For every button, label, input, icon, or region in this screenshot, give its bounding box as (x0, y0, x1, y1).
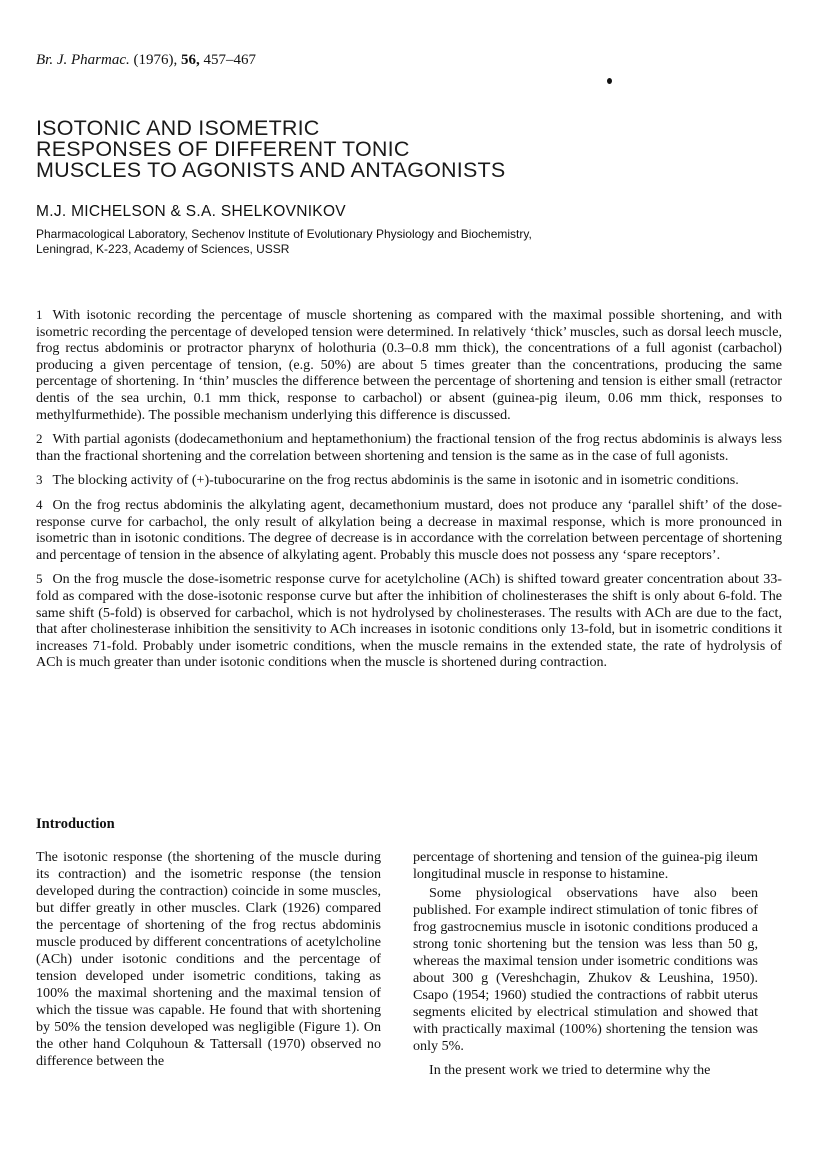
paragraph-number: 2 (36, 431, 43, 447)
abstract-paragraph (36, 431, 782, 464)
journal-volume: 56, (181, 52, 200, 68)
title-line: ISOTONIC AND ISOMETRIC (36, 116, 320, 140)
body-paragraph: The isotonic response (the shortening of the muscle during its contraction) and the isometric response (the tension developed during the contraction) coincide in some muscles, but differ greatly in other muscles. Clark (1926) compared the percentage of shortening of the frog rectus abdominis muscle produced by different concentrations of acetylcholine (ACh) under isotonic conditions and the percentage of tension developed under isometric conditions, taking as 100% the maximal shortening and the maximal tension of which the tissue was capable. He found that with shortening by 50% the tension developed was negligible (Figure 1). On the other hand Colquhoun & Tattersall (1970) observed no difference between the (36, 849, 381, 1069)
paragraph-text: The blocking activity of (+)-tubocurarine on the frog rectus abdominis is the same in isotonic and in isometric conditions. (52, 472, 739, 489)
journal-name: Br. J. Pharmac. (36, 52, 130, 68)
section-heading-introduction: Introduction (36, 816, 115, 832)
article-title (36, 118, 736, 181)
body-paragraph: Some physiological observations have also been published. For example indirect stimulation of tonic fibres of frog gastrocnemius muscle in isotonic conditions produced a strong tonic shortening but the tension was less than 50 g, whereas the maximal tension under isometric conditions was about 300 g (Vereshchagin, Zhukov & Leushina, 1950). Csapo (1954; 1960) studied the contractions of rabbit uterus segments elicited by electrical stimulation and showed that with practically maximal (100%) shortening the tension was only 5%. (413, 885, 758, 1054)
body-column-left (36, 849, 381, 1070)
body-paragraph: percentage of shortening and tension of the guinea-pig ileum longitudinal muscle in response to histamine. (413, 849, 758, 882)
affiliation (36, 227, 636, 257)
journal-pages: 457–467 (203, 52, 256, 68)
paragraph-text: On the frog muscle the dose-isometric response curve for acetylcholine (ACh) is shifted toward greater concentration about 33-fold as compared with the dose-isotonic response curve but after the inhibition of cholinesterases the shift is only about 6-fold. The same shift (5-fold) is observed for carbachol, which is not hydrolysed by cholinesterases. The results with ACh are due to the fact, that after cholinesterase inhibition the sensitivity to ACh increases in isotonic conditions only 13-fold, but in isometric conditions it increases 71-fold. Probably under isometric conditions, when the muscle remains in the extended state, the rate of hydrolysis of ACh is much greater than under isotonic conditions when the muscle is shortened during contraction. (36, 571, 782, 671)
paragraph-number: 1 (36, 307, 43, 322)
abstract (36, 307, 782, 679)
paragraph-number: 5 (36, 571, 43, 587)
authors: M.J. MICHELSON & S.A. SHELKOVNIKOV (36, 203, 346, 220)
paragraph-number: 3 (36, 472, 43, 488)
abstract-paragraph (36, 497, 782, 563)
paragraph-text: On the frog rectus abdominis the alkylating agent, decamethonium mustard, does not produce any ‘parallel shift’ of the dose-response curve for carbachol, the only result of alkylation being a decrease in maximal response, which is more pronounced in isometric than in isotonic conditions. The degree of decrease is in accordance with the correlation between percentage of shortening and percentage of tension in the absence of alkylating agent. Probably this muscle does not possess any ‘spare receptors’. (36, 496, 782, 563)
abstract-paragraph (36, 571, 782, 671)
title-line: RESPONSES OF DIFFERENT TONIC (36, 137, 410, 161)
body-paragraph: In the present work we tried to determine why the (429, 1062, 711, 1078)
print-speck (607, 78, 612, 84)
paragraph-text: With partial agonists (dodecamethonium and heptamethonium) the fractional tension of the frog rectus abdominis is always less than the fractional shortening and the correlation between shortening and tension is the same as in the case of full agonists. (36, 431, 782, 464)
affiliation-line: Leningrad, K-223, Academy of Sciences, USSR (36, 242, 290, 256)
paragraph-text: With isotonic recording the percentage of muscle shortening as compared with the maximal possible shortening, and with isometric recording the percentage of developed tension were determined. In relatively ‘thick’ muscles, such as dorsal leech muscle, frog rectus abdominis or protractor pharynx of holothuria (0.3–0.8 mm thick), the concentrations of a full agonist (carbachol) producing a given percentage of tension, (e.g. 50%) are about 5 times greater than the concentrations, producing the same percentage of shortening. In ‘thin’ muscles the difference between the percentage of shortening and tension is either small (retractor dentis of the sea urchin, 0.1 mm thick, response to carbachol) or absent (guinea-pig ileum, 0.06 mm thick, responses to methylfurmethide). The possible mechanism underlying this difference is discussed. (36, 307, 782, 423)
title-line: MUSCLES TO AGONISTS AND ANTAGONISTS (36, 158, 506, 182)
paragraph-number: 4 (36, 496, 43, 512)
journal-citation (36, 52, 256, 69)
affiliation-line: Pharmacological Laboratory, Sechenov Institute of Evolutionary Physiology and Biochemistry, (36, 227, 532, 241)
body-column-right (413, 849, 758, 1079)
abstract-paragraph (36, 472, 782, 489)
journal-year: (1976), (133, 52, 178, 68)
abstract-paragraph (36, 307, 782, 423)
